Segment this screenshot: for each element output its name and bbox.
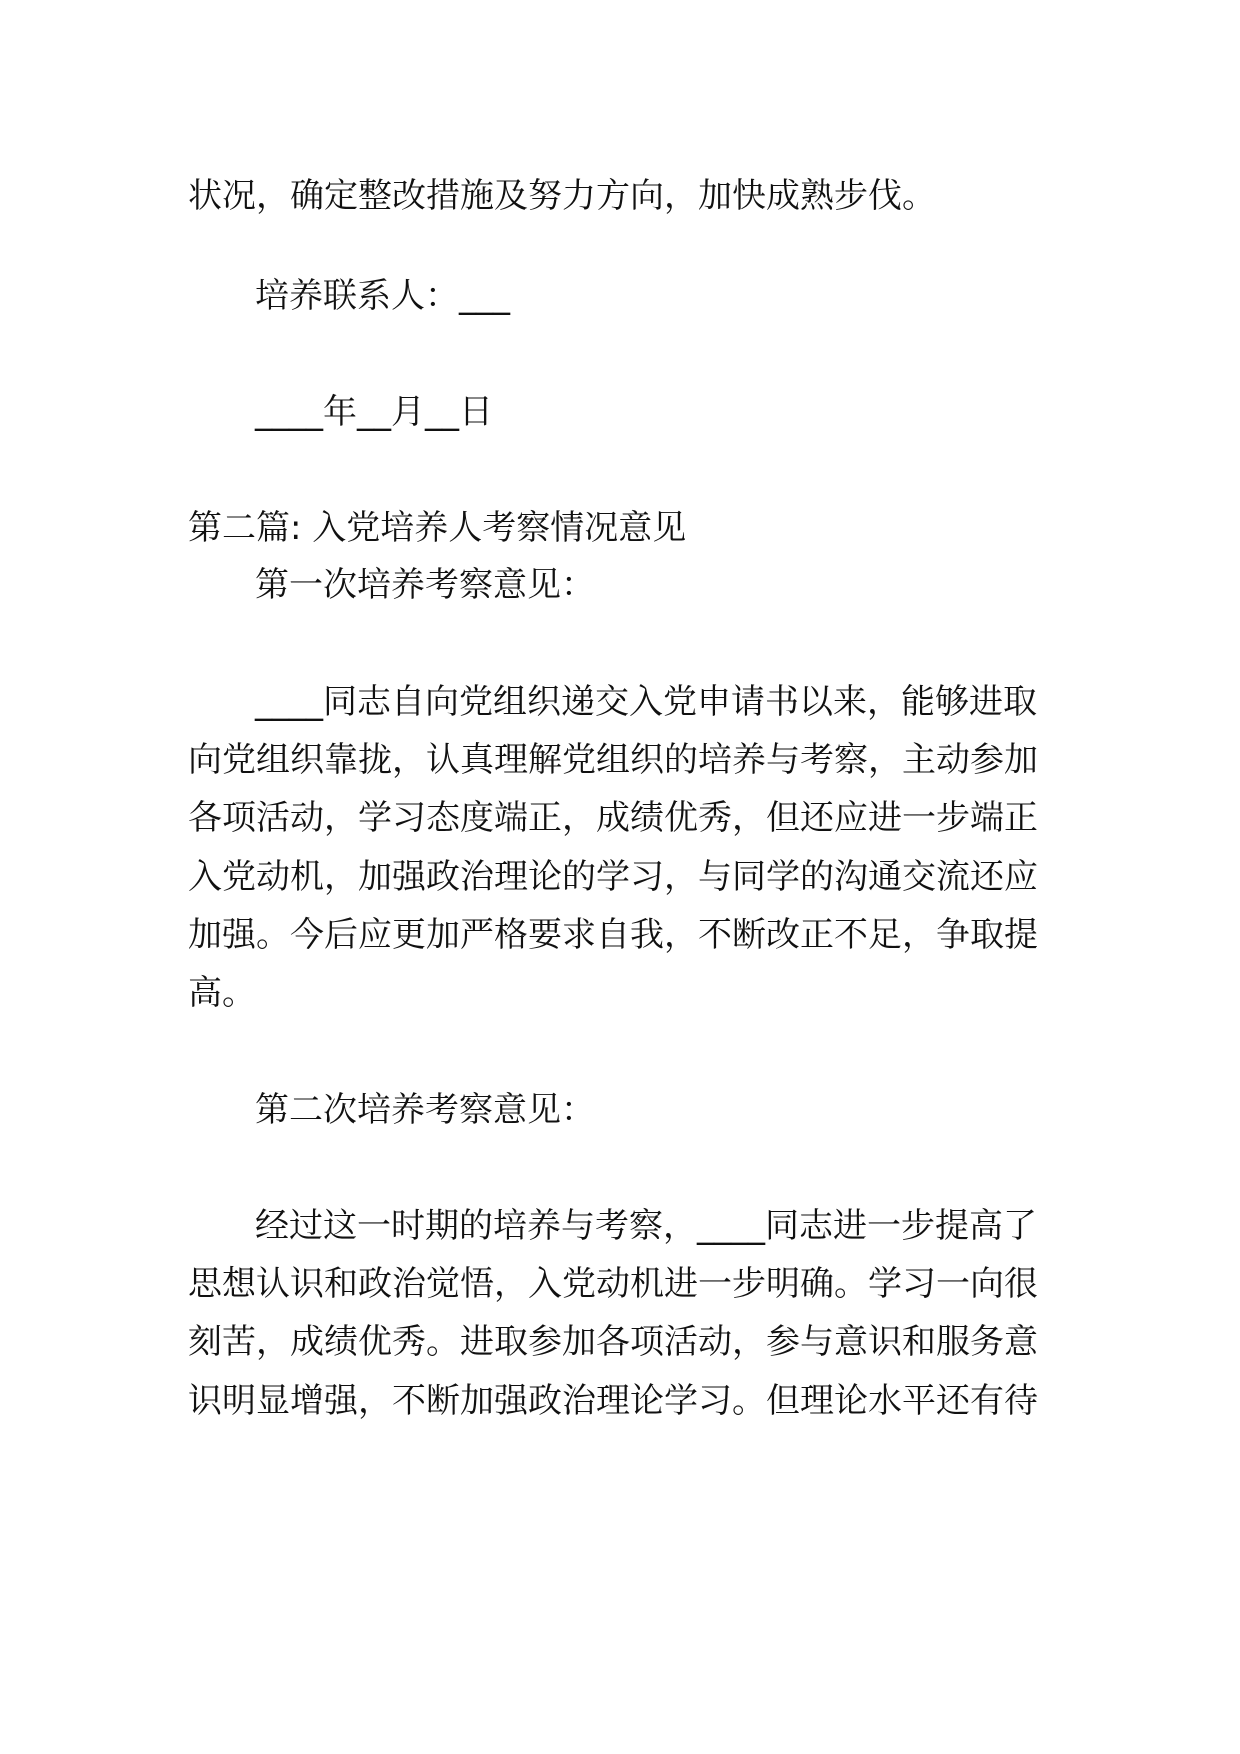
date-line: ____年__月__日: [255, 392, 493, 432]
paragraph-line: 思想认识和政治觉悟，入党动机进一步明确。学习一向很: [188, 1264, 1038, 1304]
paragraph-line: 刻苦，成绩优秀。进取参加各项活动，参与意识和服务意: [188, 1322, 1038, 1362]
paragraph-line: 识明显增强，不断加强政治理论学习。但理论水平还有待: [188, 1381, 1038, 1421]
subheading-first-review: 第一次培养考察意见：: [255, 565, 595, 605]
paragraph-line: 高。: [188, 973, 256, 1013]
paragraph-line: 状况，确定整改措施及努力方向，加快成熟步伐。: [188, 176, 936, 216]
paragraph-line: 向党组织靠拢，认真理解党组织的培养与考察，主动参加: [188, 740, 1038, 780]
subheading-second-review: 第二次培养考察意见：: [255, 1090, 595, 1130]
paragraph-line: 入党动机，加强政治理论的学习，与同学的沟通交流还应: [188, 857, 1038, 897]
paragraph-line: 各项活动，学习态度端正，成绩优秀，但还应进一步端正: [188, 798, 1038, 838]
contact-person-line: 培养联系人：___: [255, 276, 510, 316]
paragraph-line: ____同志自向党组织递交入党申请书以来，能够进取: [255, 682, 1037, 722]
section-heading: 第二篇: 入党培养人考察情况意见: [188, 508, 687, 548]
paragraph-line: 加强。今后应更加严格要求自我，不断改正不足，争取提: [188, 915, 1038, 955]
paragraph-line: 经过这一时期的培养与考察，____同志进一步提高了: [255, 1206, 1037, 1246]
